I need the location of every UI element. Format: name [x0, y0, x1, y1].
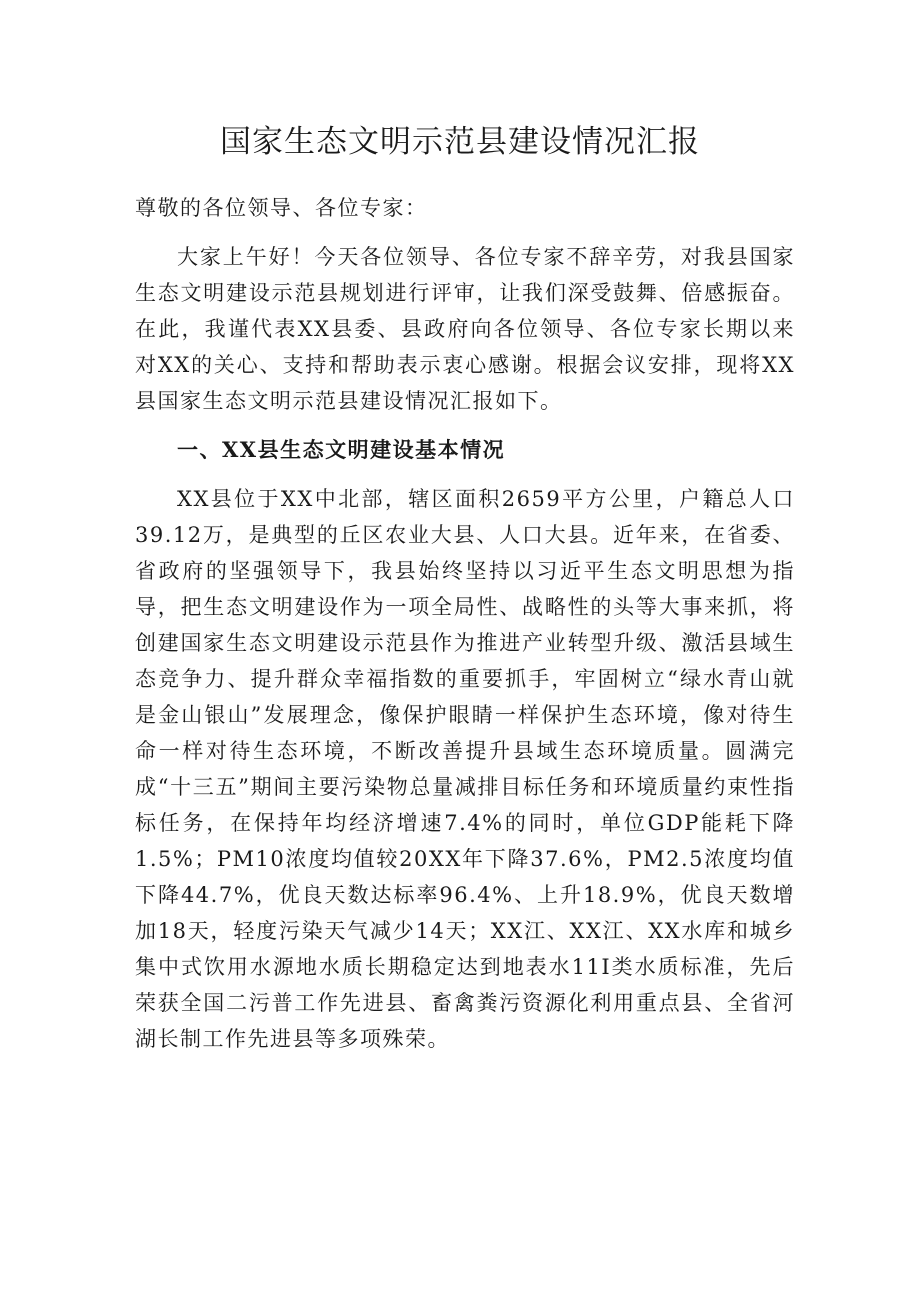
document-body [135, 190, 795, 1057]
document-title: 国家生态文明示范县建设情况汇报 [220, 124, 700, 160]
intro-paragraph: 大家上午好！今天各位领导、各位专家不辞辛劳，对我县国家生态文明建设示范县规划进行评审，让我们深受鼓舞、倍感振奋。在此，我谨代表XX县委、县政府向各位领导、各位专家长期以来对XX的关心、支持和帮助表示衷心感谢。根据会议安排，现将XX县国家生态文明示范县建设情况汇报如下。 [135, 245, 795, 413]
salutation: 尊敬的各位领导、各位专家： [135, 196, 428, 220]
section-heading: 一、XX县生态文明建设基本情况 [177, 437, 506, 462]
section-paragraph: XX县位于XX中北部，辖区面积2659平方公里，户籍总人口39.12万，是典型的丘区农业大县、人口大县。近年来，在省委、省政府的坚强领导下，我县始终坚持以习近平生态文明思想为指导，把生态文明建设作为一项全局性、战略性的头等大事来抓，将创建国家生态文明建设示范县作为推进产业转型升级、激活县域生态竞争力、提升群众幸福指数的重要抓手，牢固树立“绿水青山就是金山银山”发展理念，像保护眼睛一样保护生态环境，像对待生命一样对待生态环境，不断改善提升县域生态环境质量。圆满完成“十三五”期间主要污染物总量减排目标任务和环境质量约束性指标任务，在保持年均经济增速7.4%的同时，单位GDP能耗下降1.5%；PM10浓度均值较20XX年下降37.6%，PM2.5浓度均值下降44.7%，优良天数达标率96.4%、上升18.9%，优良天数增加18天，轻度污染天气减少14天；XX江、XX江、XX水库和城乡集中式饮用水源地水质长期稳定达到地表水11I类水质标准，先后荣获全国二污普工作先进县、畜禽粪污资源化利用重点县、全省河湖长制工作先进县等多项殊荣。 [135, 487, 795, 1051]
